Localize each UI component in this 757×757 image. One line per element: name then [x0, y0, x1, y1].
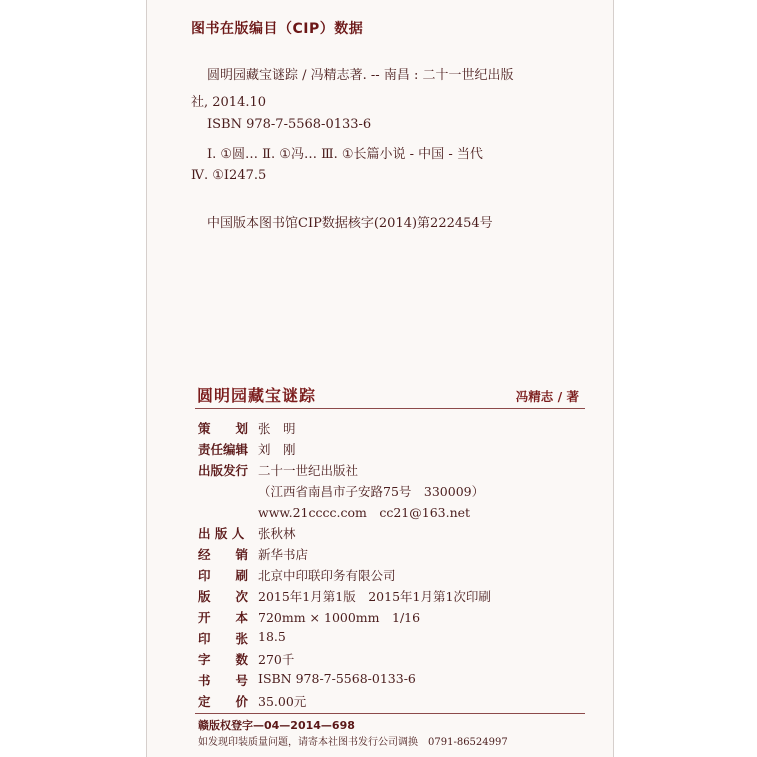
detail-row-distributor: [147, 545, 613, 565]
detail-label: 出 版 人: [198, 526, 245, 541]
detail-row-edition: [147, 587, 613, 607]
detail-label: 版 次: [198, 589, 249, 604]
detail-label: 印 刷: [198, 568, 249, 583]
detail-value: 270千: [258, 652, 295, 667]
detail-row-word-count: [147, 650, 613, 670]
detail-value: www.21cccc.com cc21@163.net: [258, 505, 471, 520]
detail-label: 字 数: [198, 652, 249, 667]
detail-label: 经 销: [198, 547, 249, 562]
detail-label: 出版发行: [198, 463, 249, 478]
detail-value: 35.00元: [258, 694, 307, 709]
detail-row-sheets: [147, 629, 613, 649]
detail-row-format: [147, 608, 613, 628]
detail-value: 刘 刚: [258, 442, 296, 457]
detail-value: （江西省南昌市子安路75号 330009）: [258, 484, 485, 499]
detail-row-editor: [147, 440, 613, 460]
cip-line-publisher-year: 社, 2014.10: [191, 95, 267, 110]
detail-value: 720mm × 1000mm 1/16: [258, 610, 421, 625]
divider-bottom: [195, 713, 585, 714]
detail-value: 二十一世纪出版社: [258, 463, 359, 478]
detail-row-address: [147, 482, 613, 502]
detail-label: 书 号: [198, 673, 249, 688]
detail-row-planning: [147, 419, 613, 439]
book-title: 圆明园藏宝谜踪: [197, 386, 317, 405]
cip-verification-number: 中国版本图书馆CIP数据核字(2014)第222454号: [207, 216, 493, 231]
divider-top: [195, 408, 585, 409]
detail-row-isbn: [147, 671, 613, 691]
detail-row-printer: [147, 566, 613, 586]
detail-value: 新华书店: [258, 547, 309, 562]
copyright-registration: 赣版权登字—04—2014—698: [198, 719, 355, 732]
book-author: 冯精志 / 著: [515, 389, 579, 404]
detail-value: 18.5: [258, 629, 286, 644]
copyright-page: [146, 0, 614, 757]
detail-row-web-email: [147, 503, 613, 523]
detail-label: 定 价: [198, 694, 249, 709]
cip-line-title: 圆明园藏宝谜踪 / 冯精志著. -- 南昌 : 二十一世纪出版: [207, 68, 514, 83]
detail-value: ISBN 978-7-5568-0133-6: [258, 671, 416, 686]
detail-value: 张 明: [258, 421, 296, 436]
detail-row-publisher: [147, 461, 613, 481]
detail-row-publisher-person: [147, 524, 613, 544]
cip-line-isbn: ISBN 978-7-5568-0133-6: [207, 117, 372, 132]
detail-label: 开 本: [198, 610, 249, 625]
detail-label: 责任编辑: [198, 442, 249, 457]
detail-row-price: [147, 692, 613, 712]
quality-notice: 如发现印装质量问题，请寄本社图书发行公司调换 0791-86524997: [198, 737, 508, 748]
cip-line-classification: Ⅳ. ①I247.5: [191, 168, 267, 183]
detail-value: 2015年1月第1版 2015年1月第1次印刷: [258, 589, 491, 604]
cip-line-subject: Ⅰ. ①圆… Ⅱ. ①冯… Ⅲ. ①长篇小说 - 中国 - 当代: [207, 147, 483, 162]
detail-value: 北京中印联印务有限公司: [258, 568, 396, 583]
detail-label: 策 划: [198, 421, 249, 436]
detail-value: 张秋林: [258, 526, 296, 541]
detail-label: 印 张: [198, 631, 249, 646]
cip-heading: 图书在版编目（CIP）数据: [191, 21, 364, 37]
